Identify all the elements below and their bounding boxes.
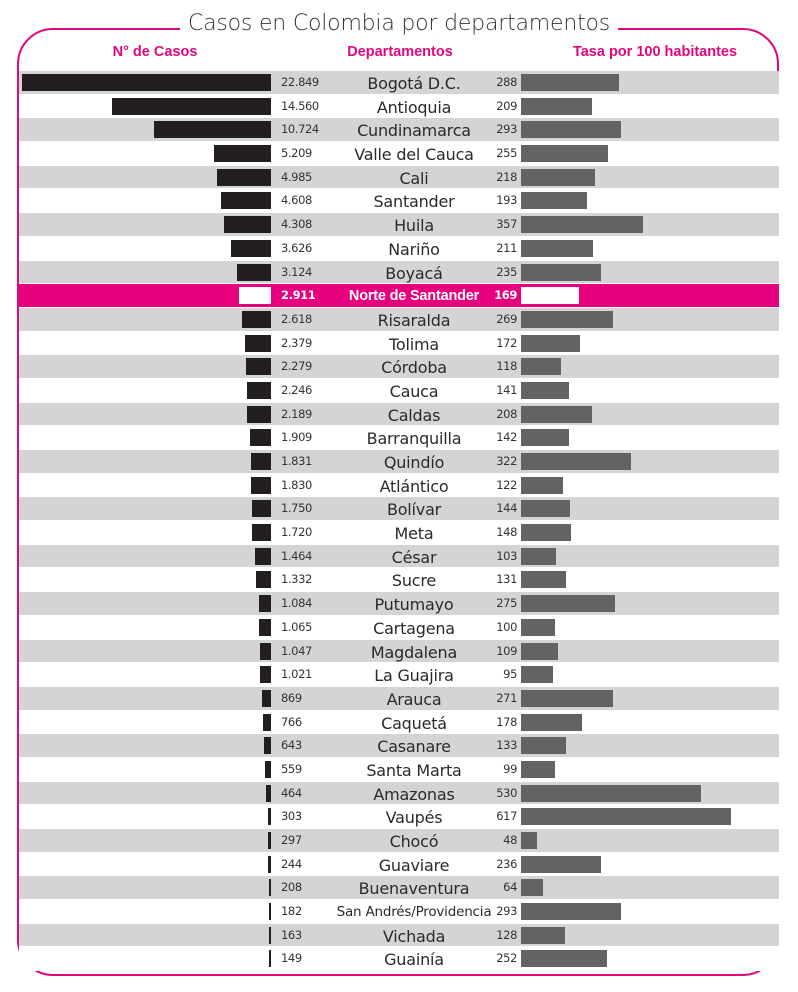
cases-bar (252, 524, 271, 541)
rate-bar (521, 74, 619, 91)
cases-bar (247, 406, 271, 423)
cases-value: 559 (281, 761, 302, 776)
rate-bar (521, 879, 543, 896)
cases-value: 303 (281, 809, 302, 824)
rate-bar (521, 761, 555, 778)
department-name: Meta (394, 524, 434, 544)
table-row (19, 261, 779, 285)
table-row (19, 900, 779, 924)
table-row (19, 166, 779, 190)
rate-value: 271 (496, 690, 517, 705)
rate-value: 133 (496, 738, 517, 753)
rate-value: 100 (496, 619, 517, 634)
department-name: Chocó (389, 832, 439, 851)
cases-value: 4.985 (281, 169, 312, 184)
rate-value: 322 (496, 454, 517, 468)
cases-value: 1.720 (281, 525, 312, 540)
cases-value: 1.021 (281, 667, 312, 682)
department-name: Cartagena (373, 618, 455, 638)
cases-bar (250, 429, 271, 446)
department-name: César (391, 547, 437, 567)
cases-value: 1.831 (281, 454, 312, 468)
table-row (19, 568, 779, 592)
rate-bar (521, 121, 621, 138)
cases-bar (264, 737, 271, 754)
rate-value: 148 (496, 525, 517, 540)
rate-value: 144 (496, 501, 517, 516)
table-row (19, 474, 779, 498)
header-rate: Tasa por 100 habitantes (572, 44, 738, 60)
rate-value: 172 (496, 335, 517, 350)
cases-value: 182 (281, 904, 302, 919)
rate-value: 218 (496, 169, 517, 184)
table-row (19, 829, 779, 853)
department-name: San Andrés/Providencia (336, 904, 492, 921)
table-row (19, 426, 779, 450)
cases-value: 3.626 (281, 240, 312, 255)
cases-value: 2.618 (281, 311, 312, 326)
rate-bar (521, 548, 556, 565)
rate-bar (521, 524, 571, 541)
rate-bar (521, 714, 582, 731)
rate-value: 122 (496, 477, 517, 492)
rate-value: 142 (496, 430, 517, 445)
department-name: Santander (373, 192, 455, 212)
cases-value: 4.308 (281, 217, 312, 232)
department-name: Caquetá (381, 713, 447, 733)
department-name: Quindío (383, 453, 445, 472)
rate-value: 99 (503, 761, 517, 776)
cases-bar (214, 145, 271, 162)
cases-bar (269, 927, 271, 944)
department-name: Vaupés (385, 808, 443, 828)
cases-bar (22, 74, 271, 91)
cases-value: 464 (281, 785, 302, 800)
rate-value: 178 (496, 714, 517, 729)
cases-bar (239, 287, 271, 304)
cases-value: 2.279 (281, 359, 312, 374)
row-divider (19, 970, 779, 971)
table-row (19, 616, 779, 640)
cases-bar (221, 192, 271, 209)
rate-value: 211 (496, 240, 517, 255)
table-row (19, 308, 779, 332)
cases-value: 1.909 (281, 430, 312, 445)
rate-bar (521, 358, 561, 375)
rate-value: 103 (496, 548, 517, 563)
department-name: Boyacá (385, 263, 443, 283)
cases-bar (260, 643, 271, 660)
cases-bar (268, 832, 271, 849)
department-name: Cali (399, 168, 429, 188)
rate-value: 208 (496, 406, 517, 421)
cases-bar (245, 335, 271, 352)
rate-bar (521, 643, 558, 660)
cases-bar (252, 500, 271, 517)
rate-bar (521, 619, 555, 636)
cases-bar (256, 571, 271, 588)
cases-bar (262, 690, 271, 707)
rate-bar (521, 927, 565, 944)
table-row (19, 497, 779, 521)
rate-value: 293 (496, 122, 517, 137)
table-row (19, 189, 779, 213)
rate-value: 131 (496, 572, 517, 587)
rate-bar (521, 98, 592, 115)
table-row (19, 734, 779, 758)
cases-bar (231, 240, 271, 257)
rate-bar (521, 595, 615, 612)
department-name: Risaralda (377, 310, 451, 330)
department-name: Norte de Santander (348, 288, 480, 305)
rate-value: 236 (496, 856, 517, 871)
rate-bar (521, 240, 593, 257)
department-name: Santa Marta (366, 760, 462, 780)
cases-value: 1.065 (281, 619, 312, 634)
table-row (19, 687, 779, 711)
rate-bar (521, 477, 563, 494)
table-row (19, 876, 779, 900)
table-row (19, 758, 779, 782)
cases-bar (269, 903, 271, 920)
rate-bar (521, 335, 580, 352)
rate-bar (521, 169, 595, 186)
table-row (19, 640, 779, 664)
cases-value: 4.608 (281, 193, 312, 208)
cases-value: 2.379 (281, 335, 312, 350)
cases-value: 10.724 (281, 122, 319, 137)
table-row (19, 118, 779, 142)
table-row (19, 142, 779, 166)
rate-bar (521, 950, 607, 967)
cases-bar (263, 714, 271, 731)
rate-bar (521, 690, 613, 707)
cases-value: 244 (281, 856, 302, 871)
department-name: Buenaventura (358, 879, 470, 899)
cases-bar (251, 477, 271, 494)
table-row (19, 592, 779, 616)
rate-value: 255 (496, 146, 517, 161)
table-row (19, 237, 779, 261)
department-name: La Guajira (374, 666, 454, 686)
cases-value: 5.209 (281, 146, 312, 161)
department-name: Córdoba (381, 358, 447, 378)
rate-bar (521, 192, 587, 209)
department-name: Bogotá D.C. (367, 74, 461, 93)
cases-bar (265, 761, 271, 778)
rate-value: 169 (494, 288, 517, 303)
cases-bar (259, 619, 271, 636)
department-name: Cundinamarca (357, 121, 471, 141)
table-row (19, 947, 779, 971)
cases-bar (224, 216, 271, 233)
rate-bar (521, 264, 601, 281)
table-row (19, 284, 779, 308)
table-row (19, 711, 779, 735)
department-name: Atlántico (379, 476, 449, 496)
cases-value: 1.750 (281, 501, 312, 516)
cases-value: 22.849 (281, 75, 319, 89)
cases-value: 1.830 (281, 477, 312, 492)
department-name: Vichada (382, 926, 446, 946)
table-row (19, 71, 779, 95)
header-cases: N° de Casos (112, 44, 198, 60)
cases-value: 643 (281, 738, 302, 753)
cases-value: 1.464 (281, 548, 312, 563)
rate-bar (521, 216, 643, 233)
cases-bar (255, 548, 271, 565)
table-row (19, 213, 779, 237)
department-name: Amazonas (373, 784, 455, 804)
table-row (19, 805, 779, 829)
department-name: Bolívar (386, 500, 442, 520)
cases-value: 149 (281, 951, 302, 966)
cases-bar (237, 264, 271, 281)
cases-value: 2.911 (281, 288, 316, 303)
rate-bar (521, 382, 569, 399)
rate-bar (521, 856, 601, 873)
rate-bar (521, 311, 613, 328)
cases-bar (154, 121, 271, 138)
table-row (19, 95, 779, 119)
table-row (19, 450, 779, 474)
cases-bar (112, 98, 271, 115)
cases-value: 1.047 (281, 643, 312, 658)
rate-value: 95 (503, 667, 517, 682)
table-row (19, 853, 779, 877)
cases-bar (269, 950, 271, 967)
cases-value: 3.124 (281, 264, 312, 279)
department-name: Barranquilla (366, 429, 462, 449)
cases-value: 163 (281, 927, 302, 942)
rate-value: 128 (496, 927, 517, 942)
cases-value: 2.189 (281, 406, 312, 421)
rate-value: 357 (496, 217, 517, 232)
rate-bar (521, 737, 566, 754)
table-row (19, 403, 779, 427)
rate-bar (521, 571, 566, 588)
department-name: Arauca (386, 689, 442, 709)
rate-value: 252 (496, 951, 517, 966)
department-name: Valle del Cauca (354, 145, 474, 165)
rate-value: 118 (496, 359, 517, 374)
department-name: Magdalena (370, 642, 458, 662)
rate-bar (521, 145, 608, 162)
rate-bar (521, 406, 592, 423)
table-row (19, 545, 779, 569)
department-name: Casanare (377, 737, 451, 757)
rate-value: 269 (496, 311, 517, 326)
rate-value: 530 (496, 785, 517, 800)
table-row (19, 663, 779, 687)
cases-value: 1.084 (281, 596, 312, 611)
department-name: Guainía (384, 950, 444, 970)
rate-value: 209 (496, 98, 517, 113)
header-departments: Departamentos (347, 44, 453, 60)
rate-bar (521, 785, 701, 802)
cases-bar (242, 311, 271, 328)
department-name: Guaviare (378, 855, 450, 875)
rate-value: 293 (496, 904, 517, 919)
chart-rows (19, 71, 779, 971)
rate-value: 275 (496, 596, 517, 611)
rate-bar (521, 453, 631, 470)
department-name: Nariño (388, 239, 440, 259)
rate-value: 193 (496, 193, 517, 208)
cases-bar (266, 785, 271, 802)
rate-bar (521, 287, 579, 304)
cases-bar (269, 879, 271, 896)
cases-value: 208 (281, 880, 302, 895)
cases-bar (246, 358, 271, 375)
chart-title: Casos en Colombia por departamentos (180, 7, 618, 41)
cases-value: 14.560 (281, 98, 319, 113)
rate-value: 141 (496, 382, 517, 397)
table-row (19, 332, 779, 356)
cases-value: 1.332 (281, 572, 312, 587)
table-row (19, 355, 779, 379)
rate-bar (521, 500, 570, 517)
cases-value: 766 (281, 714, 302, 729)
cases-bar (268, 856, 271, 873)
rate-value: 48 (503, 833, 517, 847)
rate-bar (521, 903, 621, 920)
table-row (19, 924, 779, 948)
cases-value: 2.246 (281, 382, 312, 397)
cases-bar (217, 169, 271, 186)
department-name: Caldas (387, 405, 441, 425)
table-row (19, 379, 779, 403)
rate-bar (521, 429, 569, 446)
department-name: Antioquia (376, 97, 452, 117)
cases-bar (259, 595, 271, 612)
rate-value: 235 (496, 264, 517, 279)
cases-bar (268, 808, 271, 825)
rate-bar (521, 666, 553, 683)
department-name: Tolima (389, 334, 439, 354)
rate-value: 288 (496, 75, 517, 89)
cases-bar (247, 382, 271, 399)
rate-value: 617 (496, 809, 517, 824)
rate-bar (521, 832, 537, 849)
rate-value: 64 (503, 880, 517, 895)
department-name: Cauca (389, 381, 439, 401)
department-name: Sucre (391, 571, 437, 591)
rate-value: 109 (496, 643, 517, 658)
cases-value: 869 (281, 690, 302, 705)
department-name: Putumayo (374, 595, 454, 615)
cases-bar (260, 666, 271, 683)
rate-bar (521, 808, 731, 825)
cases-bar (251, 453, 271, 470)
table-row (19, 521, 779, 545)
table-row (19, 782, 779, 806)
cases-value: 297 (281, 833, 302, 847)
department-name: Huila (394, 216, 434, 236)
